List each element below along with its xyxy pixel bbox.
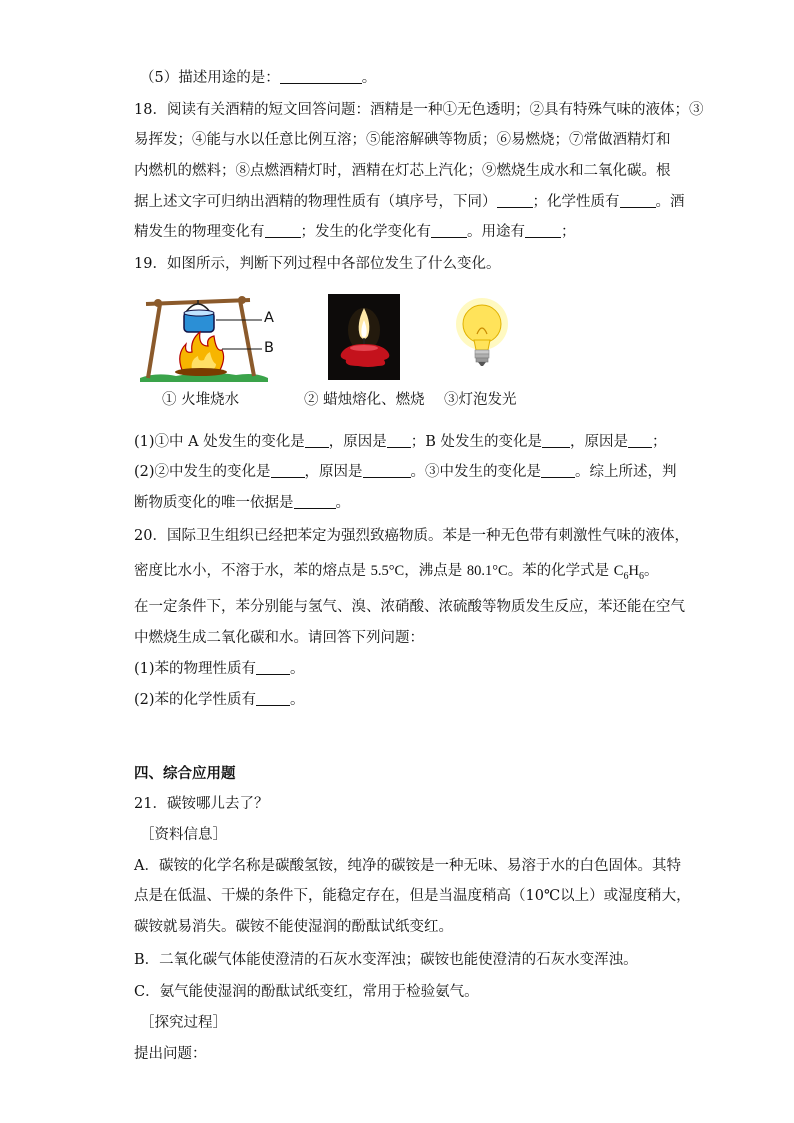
answer-blank[interactable]: [256, 691, 290, 706]
answer-blank[interactable]: [541, 463, 575, 478]
q21-b-line: B．二氧化碳气体能使澄清的石灰水变浑浊；碳铵也能使澄清的石灰水变浑浊。: [134, 952, 638, 968]
q20-sub-1: (1)苯的物理性质有 。: [134, 661, 305, 677]
q21-title: 21．碳铵哪儿去了？: [134, 796, 269, 812]
q21-a-line-2: 点是在低温、干燥的条件下，能稳定存在，但是当温度稍高（10℃以上）或湿度稍大，: [134, 888, 691, 904]
section-heading: 四、综合应用题: [134, 766, 236, 782]
q18-line-2: 易挥发；④能与水以任意比例互溶；⑤能溶解碘等物质；⑥易燃烧；⑦常做酒精灯和: [134, 132, 671, 148]
answer-blank[interactable]: [280, 69, 362, 84]
campfire-figure: [136, 292, 284, 382]
q19-sub-2: (2)②中发生的变化是 ，原因是 。③中发生的变化是 。综上所述，判: [134, 464, 677, 480]
q21-c-line: C．氨气能使湿润的酚酞试纸变红，常用于检验氨气。: [134, 984, 479, 1000]
light-bulb-figure: [452, 298, 512, 376]
answer-blank[interactable]: [305, 433, 329, 448]
benzene-formula: $C_6H_6$: [613, 563, 644, 582]
answer-blank[interactable]: [542, 433, 570, 448]
figure-caption-1: ① 火堆烧水: [162, 392, 240, 408]
q21-info-heading: ［资料信息］: [140, 827, 227, 843]
label-a: A: [264, 310, 274, 326]
answer-blank[interactable]: [271, 463, 305, 478]
answer-blank[interactable]: [294, 494, 336, 509]
q20-sub-2: (2)苯的化学性质有 。: [134, 692, 305, 708]
answer-blank[interactable]: [363, 463, 411, 478]
q18-line-3: 内燃机的燃料；⑧点燃酒精灯时，酒精在灯芯上汽化；⑨燃烧生成水和二氧化碳。根: [134, 163, 671, 179]
q18-line-4: 据上述文字可归纳出酒精的物理性质有（填序号，下同） ；化学性质有 。酒: [134, 194, 685, 210]
q20-line-1: 20．国际卫生组织已经把苯定为强烈致癌物质。苯是一种无色带有刺激性气味的液体，: [134, 528, 689, 544]
q20-line-4: 中燃烧生成二氧化碳和水。请回答下列问题：: [134, 630, 424, 646]
answer-blank[interactable]: [525, 223, 561, 238]
answer-blank[interactable]: [497, 193, 533, 208]
label-b: B: [264, 340, 274, 356]
q20-line-2: 密度比水小，不溶于水，苯的熔点是 5.5°C，沸点是 80.1°C。苯的化学式是 $C_6H_6$。: [134, 563, 659, 582]
q18-line-1: 18．阅读有关酒精的短文回答问题：酒精是一种①无色透明；②具有特殊气味的液体；③: [134, 102, 704, 118]
q21-question-label: 提出问题：: [134, 1046, 207, 1062]
q21-process-heading: ［探究过程］: [140, 1015, 227, 1031]
q19-sub-1: (1)①中 A 处发生的变化是 ，原因是 ；B 处发生的变化是 ，原因是 ；: [134, 434, 667, 450]
answer-blank[interactable]: [620, 193, 656, 208]
answer-blank[interactable]: [431, 223, 467, 238]
answer-blank[interactable]: [256, 660, 290, 675]
q19-stem: 19．如图所示，判断下列过程中各部位发生了什么变化。: [134, 256, 501, 272]
q21-a-line-1: A．碳铵的化学名称是碳酸氢铵，纯净的碳铵是一种无味、易溶于水的白色固体。其特: [134, 858, 681, 874]
figure-caption-2: ② 蜡烛熔化、燃烧: [304, 392, 425, 408]
candle-figure: [328, 294, 400, 380]
q21-a-line-3: 碳铵就易消失。碳铵不能使湿润的酚酞试纸变红。: [134, 919, 453, 935]
answer-blank[interactable]: [387, 433, 411, 448]
q17-part5: （5）描述用途的是： 。: [140, 70, 377, 86]
q18-line-5: 精发生的物理变化有 ；发生的化学变化有 。用途有 ；: [134, 224, 576, 240]
answer-blank[interactable]: [628, 433, 652, 448]
answer-blank[interactable]: [265, 223, 301, 238]
q19-sub-3: 断物质变化的唯一依据是 。: [134, 495, 350, 511]
figure-caption-3: ③灯泡发光: [444, 392, 517, 408]
q20-line-3: 在一定条件下，苯分别能与氢气、溴、浓硝酸、浓硫酸等物质发生反应，苯还能在空气: [134, 599, 685, 615]
